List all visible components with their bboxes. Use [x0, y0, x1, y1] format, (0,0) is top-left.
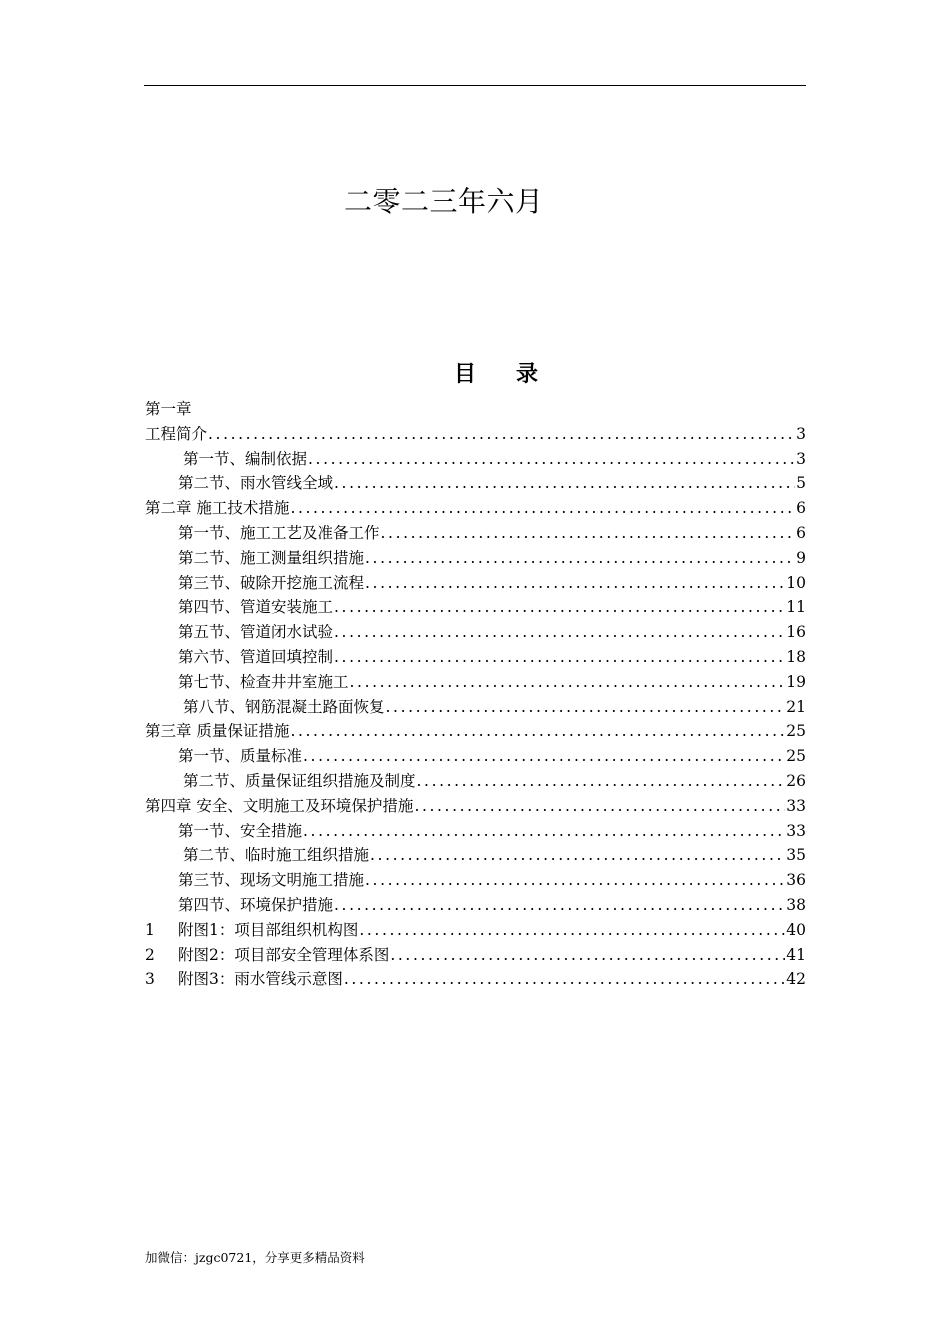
- toc-entry-page: 42: [786, 970, 806, 989]
- toc-entry-page: 38: [786, 895, 806, 914]
- toc-entry-page: 35: [786, 846, 806, 865]
- toc-entry[interactable]: [145, 819, 806, 844]
- toc-dot-leader: [290, 719, 785, 744]
- toc-dot-leader: [414, 794, 785, 819]
- toc-entry[interactable]: [145, 571, 806, 596]
- toc-entry[interactable]: [145, 695, 806, 720]
- toc-entry-page: 6: [796, 499, 806, 518]
- toc-entry-page: 25: [786, 747, 806, 766]
- toc-dot-leader: [365, 868, 785, 893]
- toc-entry[interactable]: [145, 843, 806, 868]
- toc-heading: 目录: [454, 362, 579, 387]
- toc-entry-number: 2: [145, 945, 155, 964]
- toc-entry-title: 第六节、管道回填控制: [178, 647, 334, 666]
- toc-chapter-heading: [145, 397, 806, 422]
- toc-entry[interactable]: [145, 645, 806, 670]
- toc-dot-leader: [386, 695, 786, 720]
- toc-entry-page: 9: [796, 548, 806, 567]
- toc-dot-leader: [308, 447, 795, 472]
- toc-entry[interactable]: [145, 422, 806, 447]
- toc-dot-leader: [381, 521, 796, 546]
- toc-entry-title: 第四节、环境保护措施: [178, 895, 334, 914]
- toc-entry-page: 11: [786, 598, 806, 617]
- toc-dot-leader: [417, 769, 786, 794]
- toc-dot-leader: [359, 918, 785, 943]
- toc-entry-page: 6: [796, 523, 806, 542]
- toc-entry-title: 第三节、破除开挖施工流程: [178, 573, 365, 592]
- toc-entry-page: 10: [786, 573, 806, 592]
- toc-entry[interactable]: [145, 546, 806, 571]
- toc-entry-title: 第七节、检查井井室施工: [178, 672, 349, 691]
- toc-entry-page: 16: [786, 623, 806, 642]
- toc-entry-number: 3: [145, 970, 155, 989]
- toc-dot-leader: [290, 496, 795, 521]
- toc-entry-page: 3: [796, 424, 806, 443]
- toc-entry[interactable]: [145, 595, 806, 620]
- toc-entry[interactable]: [145, 496, 806, 521]
- toc-entry-page: 40: [786, 920, 806, 939]
- toc-entry-title: 第三章 质量保证措施: [145, 722, 290, 741]
- toc-entry-page: 33: [786, 796, 806, 815]
- toc-entry-page: 19: [786, 672, 806, 691]
- toc-entry-page: 21: [786, 697, 806, 716]
- toc-dot-leader: [365, 546, 795, 571]
- toc-entry-title: 第一节、安全措施: [178, 821, 303, 840]
- toc-entry-title: 第一节、质量标准: [178, 747, 303, 766]
- toc-entry[interactable]: [145, 769, 806, 794]
- toc-chapter-label: 第一章: [145, 400, 192, 418]
- toc-entry-title: 第八节、钢筋混凝土路面恢复: [183, 697, 385, 716]
- toc-entry-page: 41: [786, 945, 806, 964]
- toc-entry-title: 工程简介: [145, 424, 208, 443]
- toc-dot-leader: [303, 744, 785, 769]
- toc-entry[interactable]: [145, 893, 806, 918]
- toc-entry-title: 第一节、施工工艺及准备工作: [178, 523, 380, 542]
- toc-entry-page: 33: [786, 821, 806, 840]
- toc-entry[interactable]: [145, 744, 806, 769]
- toc-dot-leader: [334, 893, 785, 918]
- toc-dot-leader: [350, 670, 786, 695]
- toc-entry-title: 第四章 安全、文明施工及环境保护措施: [145, 796, 414, 815]
- toc-entry-page: 26: [786, 771, 806, 790]
- toc-entry-page: 3: [796, 449, 806, 468]
- toc-entry-page: 36: [786, 871, 806, 890]
- toc-dot-leader: [334, 645, 785, 670]
- toc-dot-leader: [344, 967, 785, 992]
- toc-entry-title: 第一节、编制依据: [183, 449, 308, 468]
- header-rule: [144, 85, 806, 86]
- toc-dot-leader: [334, 471, 795, 496]
- toc-dot-leader: [334, 620, 785, 645]
- toc-entry[interactable]: [145, 794, 806, 819]
- toc-entry[interactable]: [145, 918, 806, 943]
- date-title: 二零二三年六月: [344, 185, 544, 218]
- toc-dot-leader: [303, 819, 785, 844]
- toc-entry-title: 第二节、临时施工组织措施: [183, 846, 370, 865]
- toc-entry-title: 第二节、雨水管线全域: [178, 474, 334, 493]
- toc-entry-number: 1: [145, 920, 155, 939]
- toc-dot-leader: [390, 943, 785, 968]
- toc-entry[interactable]: [145, 620, 806, 645]
- toc-entry-title: 第二节、质量保证组织措施及制度: [183, 771, 416, 790]
- footer-note: 加微信：jzgc0721，分享更多精品资料: [145, 1250, 365, 1265]
- toc-entry-title: 附图3：雨水管线示意图: [178, 970, 343, 989]
- toc-entry-title: 第二章 施工技术措施: [145, 499, 290, 518]
- toc-entry-title: 附图1：项目部组织机构图: [178, 920, 359, 939]
- toc-entry[interactable]: [145, 967, 806, 992]
- toc-dot-leader: [334, 595, 785, 620]
- toc-entry-title: 第四节、管道安装施工: [178, 598, 334, 617]
- toc-entry-page: 18: [786, 647, 806, 666]
- toc-entry[interactable]: [145, 943, 806, 968]
- toc-entry-title: 第五节、管道闭水试验: [178, 623, 334, 642]
- toc-entry[interactable]: [145, 447, 806, 472]
- toc-entry-page: 25: [786, 722, 806, 741]
- toc-entry[interactable]: [145, 670, 806, 695]
- toc-entry-title: 第三节、现场文明施工措施: [178, 871, 365, 890]
- toc-entry[interactable]: [145, 719, 806, 744]
- toc-entry[interactable]: [145, 521, 806, 546]
- toc-dot-leader: [370, 843, 785, 868]
- toc-entry[interactable]: [145, 868, 806, 893]
- toc-entry-title: 第二节、施工测量组织措施: [178, 548, 365, 567]
- toc-entry-title: 附图2：项目部安全管理体系图: [178, 945, 390, 964]
- table-of-contents: [145, 397, 806, 992]
- toc-dot-leader: [365, 571, 785, 596]
- toc-entry-page: 5: [796, 474, 806, 493]
- toc-entry[interactable]: [145, 471, 806, 496]
- toc-dot-leader: [208, 422, 795, 447]
